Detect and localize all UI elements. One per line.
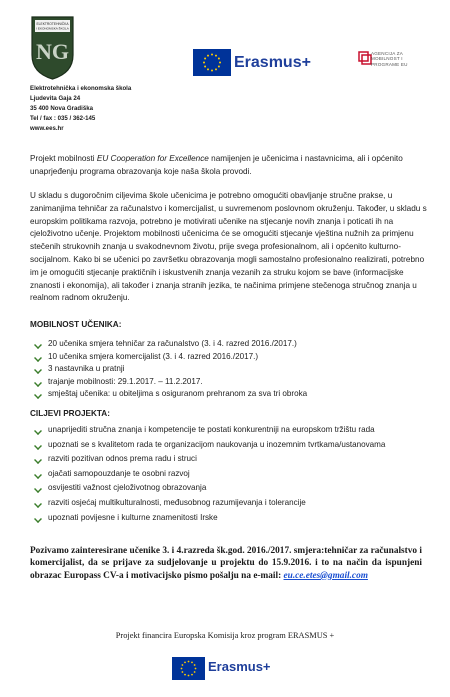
school-city: 35 400 Nova Gradiška bbox=[30, 105, 94, 112]
list-item: razviti pozitivan odnos prema radu i struci bbox=[34, 453, 424, 466]
list-item: osvijestiti važnost cjeloživotnog obrazovanja bbox=[34, 482, 424, 495]
list-item: smještaj učenika: u obiteljima s osiguranom prehranom za sva tri obroka bbox=[34, 388, 424, 401]
school-logo-line-2: I EKONOMSKA ŠKOLA bbox=[36, 26, 69, 31]
list-item: 20 učenika smjera tehničar za računalstvo (3. i 4. razred 2016./2017.) bbox=[34, 338, 424, 351]
erasmus-logo-text-footer: Erasmus+ bbox=[208, 659, 271, 674]
list-item: razviti osjećaj multikulturalnosti, međusobnog razumijevanja i tolerancije bbox=[34, 497, 424, 510]
check-bullet-icon bbox=[34, 442, 42, 450]
school-phone: Tel / fax : 035 / 362-145 bbox=[30, 115, 96, 122]
intro-text-after: namijenjen je učenicima i nastavnicima, ali i općenito unaprjeđenju programa obrazovanja koje naša škola provodi. bbox=[30, 154, 403, 176]
eu-flag-icon bbox=[193, 49, 231, 76]
list-item: 3 nastavnika u pratnji bbox=[34, 363, 424, 376]
intro-text-before: Projekt mobilnosti bbox=[30, 154, 97, 163]
erasmus-logo-text: Erasmus+ bbox=[234, 54, 311, 71]
school-street: Ljudevita Gaja 24 bbox=[30, 95, 81, 102]
list-item: unaprijediti stručna znanja i kompetencije te postati konkurentniji na europskom tržištu rada bbox=[34, 424, 424, 437]
check-bullet-icon bbox=[34, 379, 42, 387]
project-name: EU Cooperation for Excellence bbox=[96, 154, 209, 163]
school-logo-initials: NG bbox=[36, 39, 69, 64]
check-bullet-icon bbox=[34, 485, 42, 493]
list-item: upoznati se s kvalitetom rada te organizacijom naukovanja u inozemnim tvrtkama/ustanovama bbox=[34, 439, 424, 452]
check-bullet-icon bbox=[34, 366, 42, 374]
list-item: upoznati povijesne i kulturne znamenitosti Irske bbox=[34, 512, 424, 525]
check-bullet-icon bbox=[34, 456, 42, 464]
funding-note: Projekt financira Europska Komisija kroz program ERASMUS + bbox=[115, 631, 335, 640]
invitation-paragraph bbox=[30, 545, 422, 582]
list-item: ojačati samopouzdanje te osobni razvoj bbox=[34, 468, 424, 481]
check-bullet-icon bbox=[34, 341, 42, 349]
school-name: Elektrotehnička i ekonomska škola bbox=[30, 85, 132, 92]
check-bullet-icon bbox=[34, 500, 42, 508]
goals-list bbox=[34, 424, 424, 524]
school-logo-line-1: ELEKTROTEHNIČKA bbox=[36, 22, 69, 26]
invitation-text: Pozivamo zainteresirane učenike 3. i 4.razreda šk.god. 2016./2017. smjera:tehničar za računalstvo i komercijalist, da se prijave za sudjelovanje u projektu do 15.9.2016. i to na način da ispunjeni obrazac Europass CV-a i motivacijsko pismo pošalju na e-mail: bbox=[30, 546, 422, 581]
contact-email-link[interactable]: eu.ce.etes@gmail.com bbox=[283, 570, 368, 581]
school-logo bbox=[30, 15, 75, 81]
check-bullet-icon bbox=[34, 391, 42, 399]
list-item: trajanje mobilnosti: 29.1.2017. – 11.2.2017. bbox=[34, 376, 424, 389]
mobility-list bbox=[34, 338, 424, 401]
goals-title: CILJEVI PROJEKTA: bbox=[30, 409, 110, 418]
eu-flag-icon bbox=[172, 657, 205, 680]
intro-paragraph bbox=[30, 153, 430, 179]
check-bullet-icon bbox=[34, 427, 42, 435]
body-paragraph: U skladu s dugoročnim ciljevima škole učenicima je potrebno omogućiti obavljanje stručne prakse, u zanimanjima tehničar za računalstvo i komercijalist, u suvremenom poslovnom okruženju. Također, u skladu s europskim politikama razvoja, potrebno je motivirati učenike na stjecanje novih znanja i poticati ih na cjeloživotno učenje. Projektom mobilnosti učenicima će se omogućiti stjecanje vještina nužnih za primjenu stečenih strukovnih znanja u svakodnevnom životu, prije svega profesionalnom, ali i općenito kulturno-socijalnom. Kako bi se učenici po završetku obrazovanja mogli samostalno profesionalno realizirati, potrebno im je omogućiti stjecanje praktičnih i iskustvenih znanja vezanih za struku kojom se bave (informacijske znanosti i ekonomija), ali također i znanja stranih jezika, te načinima primjene stečenoga stručnog znanja u realnom radnom okruženju. bbox=[30, 191, 427, 303]
school-website: www.ees.hr bbox=[30, 125, 64, 132]
check-bullet-icon bbox=[34, 354, 42, 362]
check-bullet-icon bbox=[34, 471, 42, 479]
mobility-title: MOBILNOST UČENIKA: bbox=[30, 320, 122, 329]
check-bullet-icon bbox=[34, 515, 42, 523]
agency-name: AGENCIJA ZA MOBILNOST I PROGRAME EU bbox=[371, 51, 408, 67]
list-item: 10 učenika smjera komercijalist (3. i 4. razred 2016./2017.) bbox=[34, 351, 424, 364]
